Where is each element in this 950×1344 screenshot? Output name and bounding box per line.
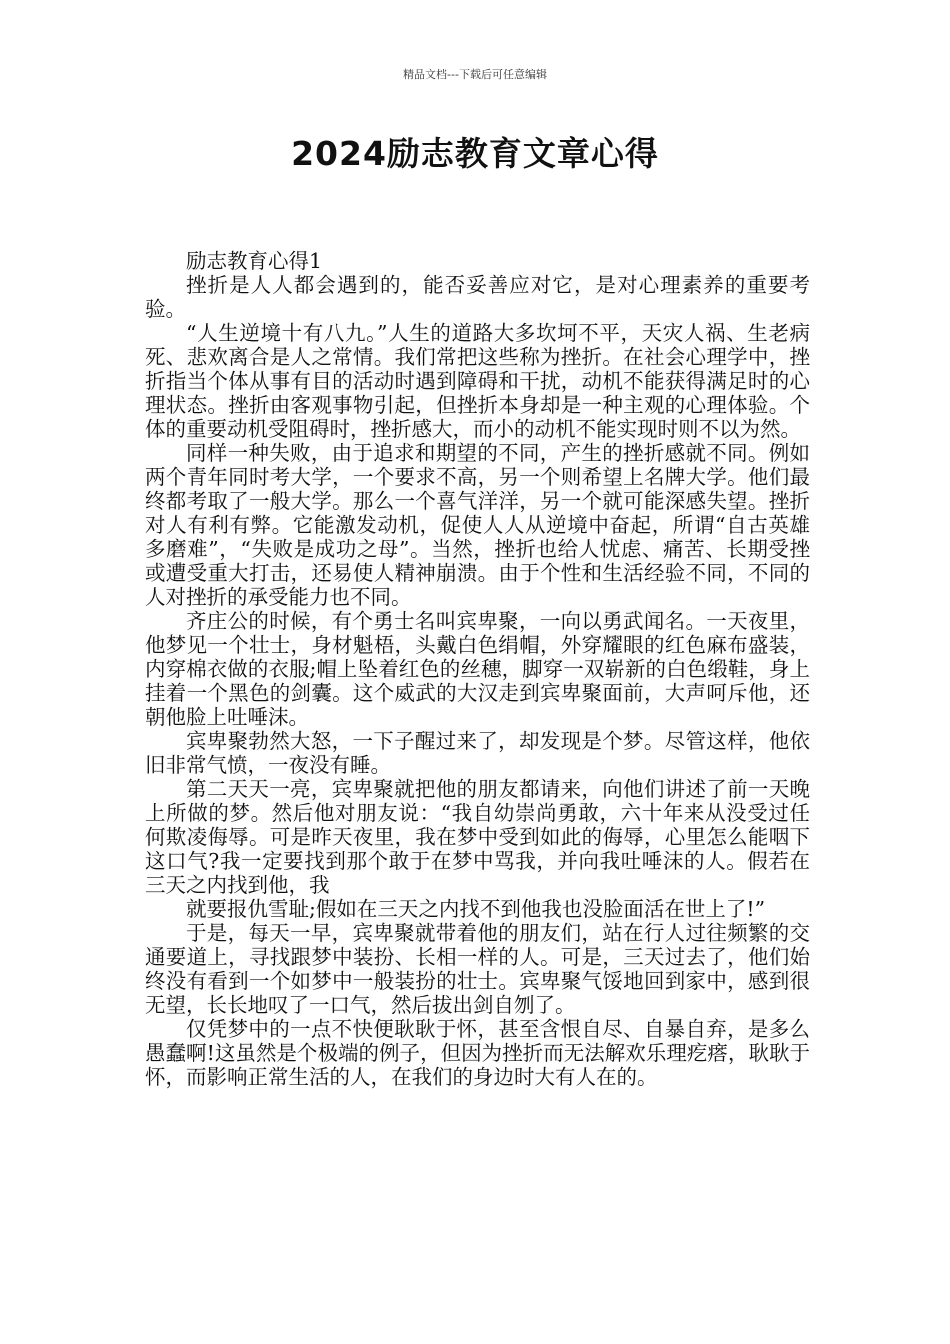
paragraph: 就要报仇雪耻;假如在三天之内找不到他我也没脸面活在世上了!” (186, 897, 766, 921)
paragraph: 仅凭梦中的一点不快便耿耿于怀，甚至含恨自尽、自暴自弃，是多么愚蠢啊!这虽然是个极端的例子，但因为挫折而无法解欢乐理疙瘩，耿耿于怀，而影响正常生活的人，在我们的身边时大有人在的。 (145, 1017, 810, 1089)
paragraph: 宾卑聚勃然大怒，一下子醒过来了，却发现是个梦。尽管这样，他依旧非常气愤，一夜没有睡。 (145, 729, 810, 777)
page-header-note: 精品文档---下载后可任意编辑 (403, 68, 547, 81)
paragraph: 齐庄公的时候，有个勇士名叫宾卑聚，一向以勇武闻名。一天夜里，他梦见一个壮士，身材魁梧，头戴白色绢帽，外穿耀眼的红色麻布盛装，内穿棉衣做的衣服;帽上坠着红色的丝穗，脚穿一双崭新的白色缎鞋，身上挂着一个黑色的剑囊。这个威武的大汉走到宾卑聚面前，大声呵斥他，还朝他脸上吐唾沫。 (145, 609, 810, 729)
paragraph: 于是，每天一早，宾卑聚就带着他的朋友们，站在行人过往频繁的交通要道上，寻找跟梦中装扮、长相一样的人。可是，三天过去了，他们始终没有看到一个如梦中一般装扮的壮士。宾卑聚气馁地回到家中，感到很无望，长长地叹了一口气，然后拔出剑自刎了。 (145, 921, 810, 1017)
section-heading: 励志教育心得1 (186, 249, 323, 273)
paragraph: 挫折是人人都会遇到的，能否妥善应对它，是对心理素养的重要考验。 (145, 273, 810, 321)
document-title: 2024励志教育文章心得 (291, 134, 659, 173)
paragraph: 第二天天一亮，宾卑聚就把他的朋友都请来，向他们讲述了前一天晚上所做的梦。然后他对朋友说：“我自幼崇尚勇敢，六十年来从没受过任何欺凌侮辱。可是昨天夜里，我在梦中受到如此的侮辱，心里怎么能咽下这口气?我一定要找到那个敢于在梦中骂我，并向我吐唾沫的人。假若在三天之内找到他，我 (145, 777, 810, 897)
document-body (145, 249, 810, 1089)
paragraph: 同样一种失败，由于追求和期望的不同，产生的挫折感就不同。例如两个青年同时考大学，一个要求不高，另一个则希望上名牌大学。他们最终都考取了一般大学。那么一个喜气洋洋，另一个就可能深感失望。挫折对人有利有弊。它能激发动机，促使人人从逆境中奋起，所谓“自古英雄多磨难”，“失败是成功之母”。当然，挫折也给人忧虑、痛苦、长期受挫或遭受重大打击，还易使人精神崩溃。由于个性和生活经验不同，不同的人对挫折的承受能力也不同。 (145, 441, 810, 609)
paragraph: “人生逆境十有八九。”人生的道路大多坎坷不平，天灾人祸、生老病死、悲欢离合是人之常情。我们常把这些称为挫折。在社会心理学中，挫折指当个体从事有目的活动时遇到障碍和干扰，动机不能获得满足时的心理状态。挫折由客观事物引起，但挫折本身却是一种主观的心理体验。个体的重要动机受阻碍时，挫折感大，而小的动机不能实现时则不以为然。 (145, 321, 810, 441)
